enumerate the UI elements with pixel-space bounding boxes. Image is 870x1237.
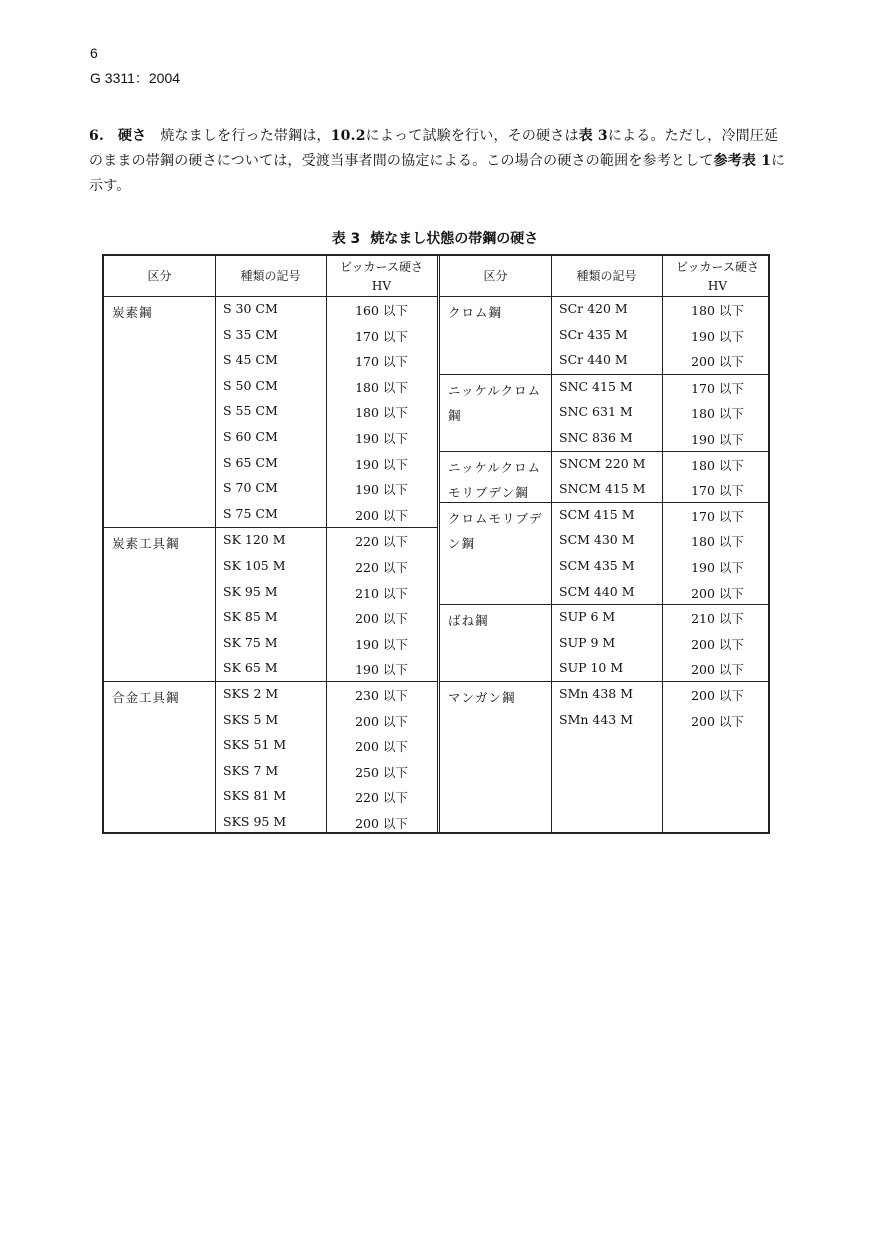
- grade-symbol: S 65 CM: [223, 454, 278, 470]
- table-row: [440, 323, 770, 349]
- header-symbol: [551, 256, 662, 297]
- header-label: 区分: [483, 269, 508, 283]
- table-title: 焼なまし状態の帯鋼の硬さ: [370, 231, 539, 247]
- grade-symbol: S 50 CM: [223, 377, 278, 393]
- table-row: [104, 323, 437, 349]
- hardness-value: 180 以下: [691, 303, 744, 318]
- hardness-value: 190 以下: [691, 559, 744, 575]
- hardness-value: 190 以下: [355, 662, 408, 678]
- category-group: [104, 681, 437, 835]
- grade-symbol: SMn 443 M: [559, 711, 634, 727]
- grade-symbol: SUP 6 M: [559, 609, 616, 625]
- table-row: [104, 554, 437, 580]
- table-row: [440, 656, 770, 682]
- category-group: [440, 604, 770, 681]
- hardness-value: 210 以下: [355, 585, 408, 601]
- grade-symbol: SNC 415 M: [559, 378, 633, 394]
- category-group: [440, 297, 770, 374]
- hardness-value: 210 以下: [691, 611, 744, 627]
- grade-symbol: SCM 440 M: [559, 583, 635, 599]
- hardness-value: 230 以下: [355, 688, 408, 703]
- grade-symbol: SCM 415 M: [559, 506, 635, 522]
- hardness-value: 220 以下: [355, 790, 408, 806]
- header-label: 種類の記号: [240, 269, 301, 283]
- hardness-value: 180 以下: [691, 406, 744, 422]
- header-label: HV: [371, 278, 392, 293]
- table-row: [440, 605, 770, 631]
- table-row: [104, 451, 437, 477]
- category-label: マンガン鋼: [448, 690, 516, 705]
- section-text: による。ただし，冷間圧延のままの帯鋼の硬さについては，受渡当事者間の協定による。この場合の硬さの範囲を参考として: [89, 128, 779, 169]
- grade-symbol: SUP 9 M: [559, 634, 616, 650]
- grade-symbol: SCr 435 M: [559, 326, 628, 342]
- hardness-value: 190 以下: [355, 456, 408, 472]
- category-label: ニッケルクロム鋼: [448, 382, 542, 424]
- table-row: [440, 631, 770, 657]
- section-text: に示す。: [89, 153, 786, 194]
- grade-symbol: SCM 435 M: [559, 557, 635, 573]
- category-group: [440, 451, 770, 502]
- grade-symbol: S 70 CM: [223, 480, 278, 496]
- category-label: クロムモリブデン鋼: [448, 510, 543, 552]
- hardness-value: 220 以下: [355, 559, 408, 575]
- category-group: [440, 502, 770, 604]
- category-label: 炭素鋼: [112, 305, 153, 320]
- grade-symbol: SKS 95 M: [223, 814, 287, 829]
- hardness-value: 200 以下: [691, 713, 744, 729]
- table-row: [104, 580, 437, 606]
- hardness-value: 200 以下: [355, 816, 408, 831]
- table-row: [440, 580, 770, 606]
- table-row: [104, 374, 437, 400]
- table-row: [104, 399, 437, 425]
- table-row: [440, 477, 770, 503]
- grade-symbol: SNCM 415 M: [559, 481, 646, 497]
- hardness-value: 190 以下: [355, 431, 408, 446]
- grade-symbol: SK 120 M: [223, 532, 286, 548]
- header-label: 種類の記号: [576, 269, 637, 283]
- hardness-value: 250 以下: [355, 764, 408, 780]
- table-row: [104, 784, 437, 810]
- table-header: [104, 256, 437, 297]
- section-number: 6.: [89, 128, 105, 144]
- grade-symbol: SMn 438 M: [559, 686, 634, 701]
- header-label: HV: [707, 278, 728, 293]
- grade-symbol: SUP 10 M: [559, 660, 624, 676]
- table-header: [440, 256, 770, 297]
- category-label: 炭素工具鋼: [112, 536, 180, 552]
- header-hardness: [326, 256, 437, 297]
- header-category: [440, 256, 551, 297]
- table-right-half: [437, 256, 770, 832]
- grade-symbol: SK 75 M: [223, 634, 278, 650]
- grade-symbol: SK 65 M: [223, 660, 278, 676]
- table-row: [440, 682, 770, 708]
- grade-symbol: SKS 2 M: [223, 686, 279, 701]
- table-row: [440, 708, 770, 734]
- hardness-value: 180 以下: [355, 405, 408, 421]
- table-row: [440, 503, 770, 529]
- grade-symbol: SK 95 M: [223, 583, 278, 599]
- hardness-value: 190 以下: [691, 431, 744, 447]
- hardness-value: 190 以下: [355, 636, 408, 652]
- table-row: [440, 297, 770, 323]
- hardness-value: 200 以下: [355, 507, 408, 523]
- header-label: ビッカース硬さ: [676, 259, 759, 274]
- hardness-value: 200 以下: [691, 636, 744, 652]
- document-code: G 3311：2004: [90, 70, 181, 86]
- grade-symbol: S 45 CM: [223, 352, 278, 368]
- hardness-value: 170 以下: [355, 328, 408, 344]
- header-label: ビッカース硬さ: [340, 259, 423, 274]
- grade-symbol: SNC 631 M: [559, 404, 633, 420]
- hardness-value: 200 以下: [691, 354, 744, 370]
- hardness-value: 200 以下: [355, 713, 408, 729]
- category-label: 合金工具鋼: [112, 690, 180, 705]
- clause-reference: 10.2: [330, 128, 366, 144]
- category-group: [104, 527, 437, 681]
- category-label: クロム鋼: [448, 305, 503, 320]
- table-row: [104, 631, 437, 657]
- section-text: によって試験を行い，その硬さは: [365, 128, 579, 144]
- category-group: [440, 374, 770, 451]
- grade-symbol: S 30 CM: [223, 301, 278, 316]
- hardness-value: 170 以下: [691, 483, 744, 499]
- table-row: [440, 452, 770, 478]
- table-row: [104, 297, 437, 323]
- table-row: [104, 348, 437, 374]
- table-row: [104, 425, 437, 451]
- section-text: 焼なましを行った帯鋼は，: [160, 128, 331, 144]
- header-hardness: [662, 256, 773, 297]
- grade-symbol: S 55 CM: [223, 403, 278, 419]
- grade-symbol: SKS 7 M: [223, 762, 279, 778]
- hardness-value: 200 以下: [355, 739, 408, 755]
- category-label: ニッケルクロムモリブデン鋼: [448, 459, 542, 501]
- grade-symbol: SNC 836 M: [559, 429, 633, 445]
- hardness-value: 200 以下: [691, 662, 744, 678]
- table-row: [104, 733, 437, 759]
- grade-symbol: SKS 81 M: [223, 788, 287, 804]
- hardness-value: 200 以下: [355, 611, 408, 627]
- category-group: [440, 681, 770, 732]
- table-caption: [0, 228, 870, 248]
- table-left-half: [104, 256, 437, 832]
- grade-symbol: SK 105 M: [223, 557, 286, 573]
- header-label: 区分: [147, 269, 172, 283]
- table-row: [104, 810, 437, 836]
- grade-symbol: S 35 CM: [223, 326, 278, 342]
- table-reference: 表 3: [578, 128, 608, 144]
- table-row: [104, 476, 437, 502]
- hardness-value: 160 以下: [355, 303, 408, 318]
- category-label: ばね鋼: [448, 613, 489, 629]
- table-row: [440, 528, 770, 554]
- page-number: 6: [90, 45, 98, 61]
- hardness-value: 200 以下: [691, 688, 744, 703]
- hardness-value: 170 以下: [691, 508, 744, 524]
- grade-symbol: SCr 440 M: [559, 352, 628, 368]
- table-row: [104, 682, 437, 708]
- grade-symbol: SCM 430 M: [559, 532, 635, 548]
- grade-symbol: SNCM 220 M: [559, 455, 646, 471]
- table-row: [440, 554, 770, 580]
- hardness-value: 180 以下: [691, 457, 744, 473]
- table-row: [440, 400, 770, 426]
- table-row: [440, 348, 770, 374]
- section-paragraph: [89, 124, 789, 199]
- table-row: [440, 426, 770, 452]
- hardness-value: 170 以下: [691, 380, 744, 396]
- grade-symbol: S 75 CM: [223, 505, 278, 521]
- category-group: [104, 297, 437, 527]
- grade-symbol: S 60 CM: [223, 429, 278, 444]
- table-row: [104, 605, 437, 631]
- hardness-value: 180 以下: [355, 379, 408, 395]
- table-row: [104, 708, 437, 734]
- header-symbol: [215, 256, 326, 297]
- hardness-value: 190 以下: [355, 482, 408, 498]
- table-number: 表 3: [331, 231, 361, 247]
- hardness-value: 220 以下: [355, 534, 408, 550]
- table-row: [104, 502, 437, 528]
- grade-symbol: SKS 51 M: [223, 737, 287, 753]
- hardness-value: 170 以下: [355, 354, 408, 370]
- table-row: [440, 375, 770, 401]
- grade-symbol: SCr 420 M: [559, 301, 628, 316]
- hardness-value: 180 以下: [691, 534, 744, 550]
- hardness-value: 200 以下: [691, 585, 744, 601]
- reference-table-link: 参考表 1: [713, 153, 772, 169]
- header-category: [104, 256, 215, 297]
- section-title: 硬さ: [117, 128, 147, 144]
- hardness-table: [102, 254, 770, 834]
- grade-symbol: SK 85 M: [223, 609, 278, 625]
- table-row: [104, 528, 437, 554]
- table-row: [104, 656, 437, 682]
- grade-symbol: SKS 5 M: [223, 711, 279, 727]
- hardness-value: 190 以下: [691, 328, 744, 344]
- table-row: [104, 759, 437, 785]
